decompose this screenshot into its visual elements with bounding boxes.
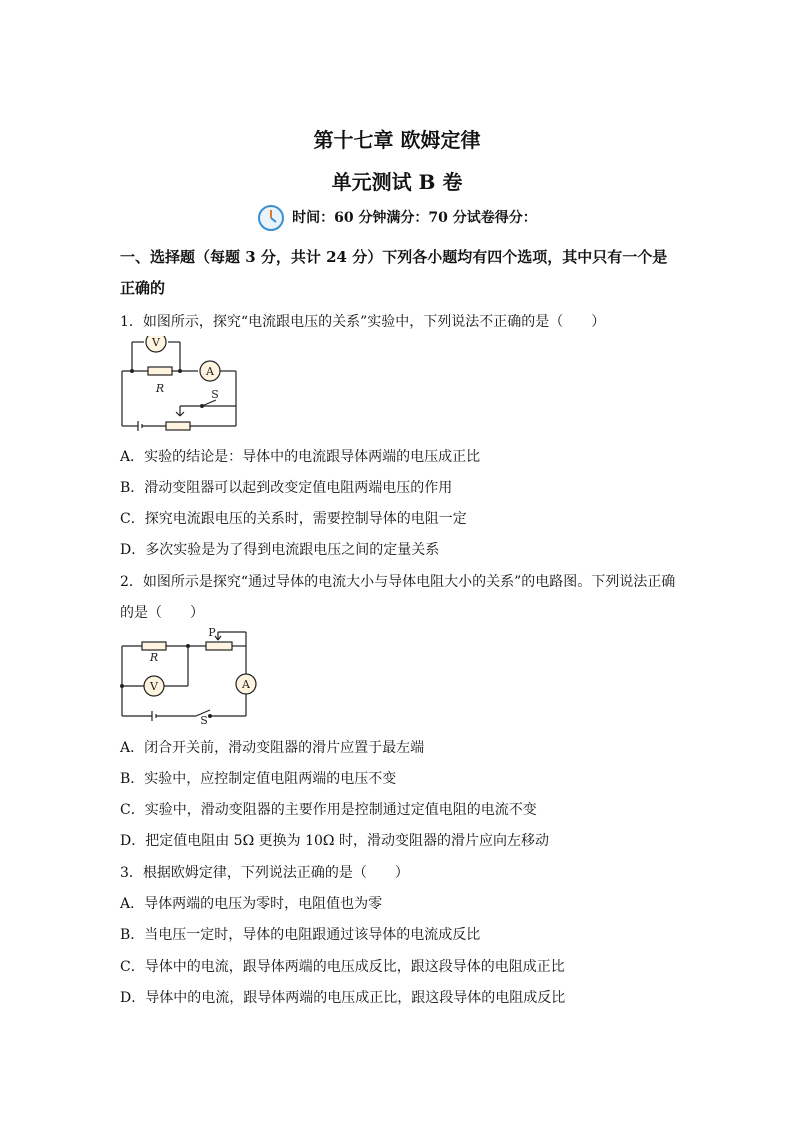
question-3-option-a: A．导体两端的电压为零时，电阻值也为零 <box>120 896 383 912</box>
question-2-option-b: B．实验中，应控制定值电阻两端的电压不变 <box>120 771 397 787</box>
ammeter-label-2: A <box>242 678 250 691</box>
exam-meta-text: 时间：60 分钟满分：70 分试卷得分： <box>292 210 537 226</box>
question-1-option-b: B．滑动变阻器可以起到改变定值电阻两端电压的作用 <box>120 480 453 496</box>
question-1-stem: 1．如图所示，探究“电流跟电压的关系”实验中，下列说法不正确的是（ ） <box>120 314 606 330</box>
slider-label: P <box>208 626 216 639</box>
section-heading: 一、选择题（每题 3 分，共计 24 分）下列各小题均有四个选项，其中只有一个是正确的 <box>120 248 668 297</box>
voltmeter-label: V <box>152 336 160 349</box>
question-2-option-c: C．实验中，滑动变阻器的主要作用是控制通过定值电阻的电流不变 <box>120 802 537 818</box>
resistor-label: R <box>155 382 165 395</box>
switch-label-2: S <box>200 714 208 724</box>
chapter-title: 第十七章 欧姆定律 <box>313 128 481 152</box>
question-1-option-d: D．多次实验是为了得到电流跟电压之间的定量关系 <box>120 542 440 558</box>
voltmeter-label-2: V <box>150 680 158 693</box>
question-3-option-b: B．当电压一定时，导体的电阻跟通过该导体的电流成反比 <box>120 927 481 943</box>
question-1-option-a: A．实验的结论是：导体中的电流跟导体两端的电压成正比 <box>120 449 481 465</box>
question-3-option-c: C．导体中的电流，跟导体两端的电压成反比，跟这段导体的电阻成正比 <box>120 959 565 975</box>
question-2-option-a: A．闭合开关前，滑动变阻器的滑片应置于最左端 <box>120 740 425 756</box>
exam-meta <box>0 204 794 232</box>
unit-title: 单元测试 B 卷 <box>331 170 463 194</box>
switch-label: S <box>211 388 219 401</box>
question-3-stem: 3．根据欧姆定律，下列说法正确的是（ ） <box>120 865 409 881</box>
question-3-option-d: D．导体中的电流，跟导体两端的电压成正比，跟这段导体的电阻成反比 <box>120 990 566 1006</box>
ammeter-label: A <box>206 365 214 378</box>
question-2-option-d: D．把定值电阻由 5Ω 更换为 10Ω 时，滑动变阻器的滑片应向左移动 <box>120 833 549 849</box>
resistor-label-2: R <box>149 651 159 664</box>
circuit-diagram-1 <box>118 336 248 444</box>
clock-icon <box>257 204 285 232</box>
question-1-option-c: C．探究电流跟电压的关系时，需要控制导体的电阻一定 <box>120 511 467 527</box>
question-2-stem-line2: 的是（ ） <box>120 605 204 621</box>
circuit-diagram-2 <box>118 624 258 728</box>
question-2-stem-line1: 2．如图所示是探究“通过导体的电流大小与导体电阻大小的关系”的电路图。下列说法正确 <box>120 574 676 590</box>
